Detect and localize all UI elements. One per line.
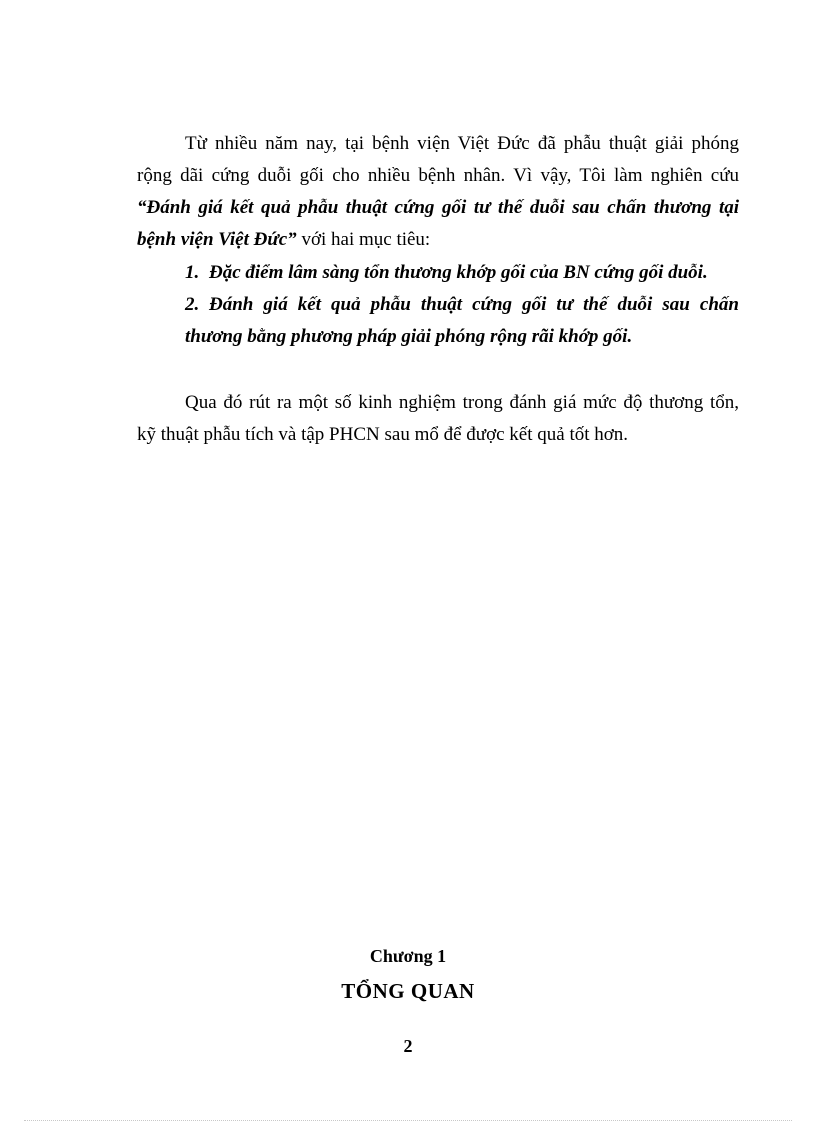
list-item-text-line-1: Đánh giá kết quả phẫu thuật cứng gối tư thế duỗi sau chấn xyxy=(209,294,739,315)
conclusion-line-2: kỹ thuật phẫu tích và tập PHCN sau mổ để được kết quả tốt hơn. xyxy=(137,424,629,445)
study-title-line-1: “Đánh giá kết quả phẫu thuật cứng gối tư thế duỗi sau chấn thương tại xyxy=(137,197,739,218)
page-number: 2 xyxy=(403,1036,413,1056)
intro-line-4 xyxy=(137,224,739,256)
intro-line-1: Từ nhiều năm nay, tại bệnh viện Việt Đức đã phẫu thuật giải phóng xyxy=(185,133,739,154)
intro-paragraph xyxy=(137,128,739,256)
footer-divider xyxy=(24,1120,792,1121)
list-item-text-line-2: thương bằng phương pháp giải phóng rộng rãi khớp gối. xyxy=(185,326,633,347)
study-title-line-2: bệnh viện Việt Đức” xyxy=(137,229,297,250)
list-item-continuation xyxy=(185,321,739,353)
chapter-title: TỔNG QUAN xyxy=(341,979,475,1003)
list-item-text: Đặc điểm lâm sàng tổn thương khớp gối của BN cứng gối duỗi. xyxy=(209,262,708,283)
chapter-label: Chương 1 xyxy=(369,946,447,966)
list-item xyxy=(185,289,739,321)
list-item-text xyxy=(209,289,739,321)
list-item-number: 1. xyxy=(185,262,200,283)
list-item-number: 2. xyxy=(185,294,200,315)
list-item xyxy=(185,257,739,289)
conclusion-line-1: Qua đó rút ra một số kinh nghiệm trong đánh giá mức độ thương tổn, xyxy=(185,392,739,413)
conclusion-paragraph xyxy=(137,387,739,451)
intro-line-2: rộng dãi cứng duỗi gối cho nhiều bệnh nhân. Vì vậy, Tôi làm nghiên cứu xyxy=(137,165,739,186)
objectives-list xyxy=(185,257,739,353)
objectives-lead: với hai mục tiêu: xyxy=(296,229,431,250)
